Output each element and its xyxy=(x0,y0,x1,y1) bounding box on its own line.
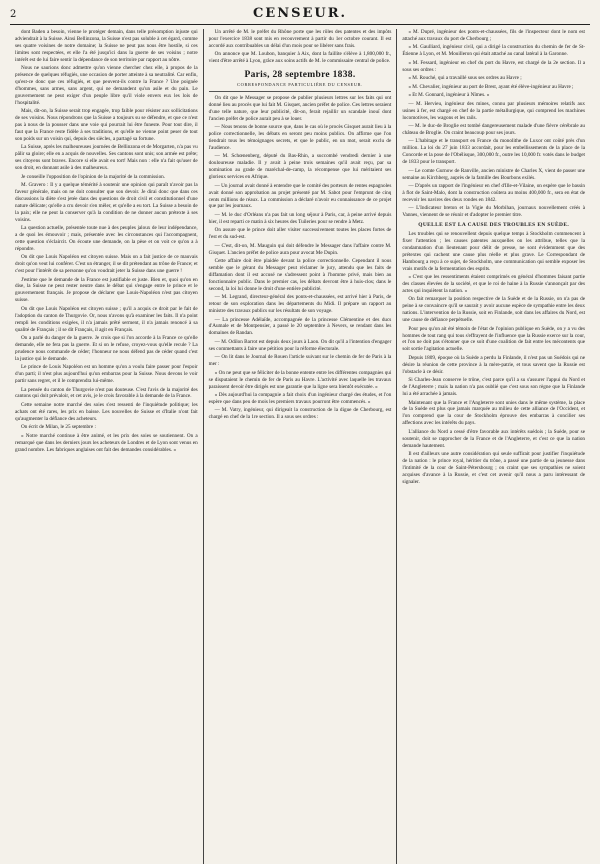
article-paragraph: « Dès aujourd'hui la compagnie a fait choix d'un ingénieur chargé des études, et l'on espère que dans peu de mois les premiers travaux pourront être commencés. » xyxy=(208,392,392,405)
article-paragraph: « M. Rouché, qui a travaillé sous ses ordres au Havre ; xyxy=(408,75,522,82)
article-paragraph: La pensée du canton de Thurgovie n'est pas douteuse. C'est l'avis de la majorité des cantons qui doit prévaloir, et cet avis, je le crois favorable à la demande de la France. xyxy=(15,386,198,400)
article-paragraph: Cette affaire doit être plaidée devant la police correctionnelle. Cependant il nous semble que le gérant du Messager peut réclamer le jury, attendu que les faits de diffamation dont il est accusé ne s'adressent point à l'homme privé, mais bien au fonctionnaire public. Dans le premier cas, les débats devront être à huis-clos; dans le second, la loi lui donne le droit d'une entière publicité. xyxy=(208,258,392,292)
article-paragraph: — M. Schœnenberg, député du Bas-Rhin, a succombé vendredi dernier à une douloureuse maladie. Il y avait à peine trois semaines qu'il avait reçu, par sa nomination au grade de maréchal-de-camp, la récompense que lui méritaient ses glorieux services en Afrique. xyxy=(208,153,392,181)
article-paragraph: Pour peu qu'on ait été témoin de l'état de l'opinion publique en Suède, on y a vu des hommes de tout rang qui tous s'effrayent de l'influence que la Russie exerce sur la cour, et l'on ne doit pas s'étonner que ce soit d'une coalition de fait entre les mécontents que soit sortie l'agitation actuelle. xyxy=(402,325,586,353)
article-paragraph: Nous ne saurions donc admettre qu'on vienne chercher chez elle, à propos de la présence de quelques réfugiés, une occasion de porter atteinte à sa neutralité. Car enfin, qu'est-ce donc que ces réfugiés, et que peuvent-ils contre la France ? Une poignée d'hommes, sans armes, sans argent, qui ne demandent qu'un asile et du pain. Le gouvernement ne peut exiger d'un peuple libre qu'il viole envers eux les lois de l'hospitalité. xyxy=(15,65,198,106)
columns xyxy=(10,29,590,864)
article-paragraph: — Nous tenons de bonne source que, dans le cas où le procès Gisquet aurait lieu à la police correctionnelle, les débats en seront peu moins publics. On affirme que l'on tiendrait tous les témoignages secrets, et que le public, en un mot, serait exclu de l'audience. xyxy=(208,124,392,151)
article-paragraph: — C'est, dit-on, M. Mauguin qui doit défendre le Messager dans l'affaire contre M. Gisquet. L'ancien préfet de police aura pour avocat Me Dupin. xyxy=(208,242,392,256)
article-paragraph: Si Charles-Jean conserve le trône, c'est parce qu'il a su s'assurer l'appui du Nord et de l'Angleterre ; mais la nation n'a pas oublié que c'est sous son règne que la Finlande lui a été arrachée à jamais. xyxy=(402,377,586,397)
article-paragraph: — M. Vatry, ingénieur, qui dirigeait la construction de la digue de Cherbourg, est chargé en chef de la 1re section. Il a sous ses ordres : xyxy=(208,407,392,421)
article-paragraph: — L'habitage et le transport en France du monolithe de Luxor ont coûté près d'un million. La loi du 27 juin 1833 accordait, pour les embellissements de la place de la Concorde et la pose de l'Obélisque, 300,000 fr., outre les 10,000 fr. votés dans le budget de 1833 pour le transport. xyxy=(402,138,586,166)
article-paragraph: On dit que Louis Napoléon est citoyen suisse. Mais on a fait justice de ce mauvais droit qu'on veut lui conférer. C'est un étranger, il se dit prétendant au trône de France; et c'est pour l'intérêt de sa personne qu'on voudrait jeter la Suisse dans une guerre ! xyxy=(15,254,198,275)
article-paragraph: « M. Gaulliard, ingénieur civil, qui a dirigé la construction du chemin de fer de St-Étienne à Lyon, et M. Mouilleron qui était attaché au canal latéral à la Garonne. xyxy=(402,44,586,58)
article-paragraph: dont Baden a besoin, vienne le protéger demain, dans telle présomption injuste qui adviendrait à la Suisse. Ainsi Bellinzona, la Suisse n'est pas soluble à cet égard, comme ses quatre voisines de notre domaine; la Suisse ne peut pas nous être hostile, si ces limites sont respectées, et elle l'a été jusqu'ici dans la guerre de ses voisins ; notre intérêt est de lui faire sentir la dépendance de son territoire par rapport au nôtre. xyxy=(15,29,198,63)
article-paragraph: Il est d'ailleurs une autre considération qui seule suffirait pour justifier l'inquiétude de la nation : le prince royal, héritier du trône, a passé une partie de sa jeunesse dans l'intimité de la cour de Saint-Pétersbourg ; on craint que ses sympathies ne soient acquises d'avance à la Russie, et c'est cet avenir qu'il nous a paru intéressant de signaler. xyxy=(402,451,586,485)
article-paragraph: — M. Legrand, directeur-général des ponts-et-chaussées, est arrivé hier à Paris, de retour de son exploration dans les départements du Midi. Il prépare un rapport au ministre des travaux publics sur les résultats de son voyage. xyxy=(208,294,392,315)
article-paragraph: On annonce que M. Loubon, banquier à Aix, dont la faillite s'élève à 1,800,000 fr., vient d'être arrêté à Lyon, grâce aux soins actifs de M. le commissaire central de police. xyxy=(208,51,392,65)
article-paragraph: « Et M. Gonnard, ingénieur à Nîmes. » xyxy=(408,92,490,99)
article-paragraph: — M. Odilon Barrot est depuis deux jours à Laon. On dit qu'il a l'intention d'engager ses commettants à faire une pétition pour la réforme électorale. xyxy=(208,338,392,352)
article-paragraph: M. Gravero : Il y a quelque témérité à soutenir une opinion qui paraît n'avoir pas la faveur générale, mais on ne doit consulter que son devoir. Je dirai donc que dans ces discussions la diète s'est jetée dans des questions de droit civil et constitutionnel d'une nature délicate; qu'elle a cru devoir s'en mêler, et qu'elle a eu tort. La Suisse a besoin de la paix; elle ne peut la conserver qu'à la condition de ne donner aucun prétexte à ses voisins. xyxy=(15,182,198,223)
article-paragraph: « M. Dupré, ingénieur des ponts-et-chaussées, fils de l'inspecteur dont le nom est attaché aux travaux du port de Cherbourg ; xyxy=(402,29,586,42)
article-paragraph: — Un journal avait donné à entendre que le comité des porteurs de rentes espagnoles avait donné son approbation au projet présenté par M. Sabot pour l'emprunt de cinq cents millions de réaux. La commission a déclaré n'avoir eu connaissance de ce projet que par les journaux. xyxy=(208,182,392,210)
article-paragraph: La question actuelle, présentée toute nue à des peuples jaloux de leur indépendance, a de quoi les émouvoir ; mais, présentée avec les circonstances qui l'accompagnent, cette question s'éclaircit. On écoute une demande, on la pèse et on voit ce qu'on a à répondre. xyxy=(15,225,198,252)
article-paragraph: L'alliance du Nord a cessé d'être favorable aux intérêts suédois ; la Suède, pour se soutenir, doit se rapprocher de la France et de l'Angleterre, et c'est ce que la nation demande hautement. xyxy=(402,428,586,449)
article-paragraph: — D'après un rapport de l'ingénieur en chef d'Ille-et-Vilaine, on espère que le bassin à flot de Saint-Malo, dont la construction coûtera au moins 400,000 fr., sera en état de recevoir les navires des deux rondes en 1842. xyxy=(402,183,586,203)
article-paragraph: « On ne peut que se féliciter de la bonne entente entre les différentes compagnies qui se disputaient le chemin de fer de Paris au Havre. L'activité avec laquelle les travaux paraissent devoir être dirigés est une garantie que la ligne sera bientôt exécutée. » xyxy=(208,369,392,390)
section-heading: QUELLE EST LA CAUSE DES TROUBLES EN SUÈDE. xyxy=(418,222,570,229)
article-paragraph: « Notre marché continue à être animé, et les prix des soies se soutiennent. On a remarqué que dans les derniers jours les acheteurs de Londres et de Lyon sont venus en grand nombre. Les fabriques anglaises ont fait des demandes considérables. » xyxy=(15,432,198,453)
article-paragraph: On assure que le prince doit aller visiter successivement toutes les places fortes de l'est et du sud-est. xyxy=(208,227,392,241)
article-paragraph: J'estime que le demande de la France est justifiable et juste. Bien et, quoi qu'on en dise, la Suisse ne peut rester neutre dans le débat qui s'engage entre le prince et le gouvernement français. Je propose de déclarer que Louis-Napoléon n'est pas citoyen suisse. xyxy=(15,276,198,304)
column-3 xyxy=(396,29,590,864)
article-paragraph: On écrit de Milan, le 25 septembre : xyxy=(21,424,96,431)
page-number: 2 xyxy=(10,9,17,20)
article-paragraph: « M. Fessard, ingénieur en chef du port du Havre, est chargé de la 2e section. Il a sous ses ordres : xyxy=(402,59,586,73)
article-paragraph: — M. le duc-de Broglie est tombé dangereusement malade d'une fièvre cérébrale au château de Broglie. On craint beaucoup pour ses jours. xyxy=(402,123,586,136)
article-paragraph: — On lit dans le Journal de Rouen l'article suivant sur le chemin de fer de Paris à la mer : xyxy=(208,354,392,368)
article-paragraph: Cette semaine notre marché des soies s'est ressenti de l'inquiétude politique; les achats ont été rares, les prix en baisse. Les nouvelles de Suisse et d'Italie n'ont fait qu'augmenter la défiance des acheteurs. xyxy=(15,401,198,422)
article-paragraph: Je conseille l'opposition de l'opinion de la majorité de la commission. xyxy=(21,173,166,180)
article-paragraph: — La princesse Adélaïde, accompagnée de la princesse Clémentine et des ducs d'Aumale et de Montpensier, a passé le 20 septembre à Nevers, se rendant dans les domaines de Randan. xyxy=(208,316,392,337)
article-paragraph: « C'est que les ressentiments étaient comprimés en général d'hommes faisant partie des classes élevées de la société, et que le roi de haine à la Russie s'annonçait par des actes qui inquiètent la nation. » xyxy=(402,274,586,294)
article-paragraph: Les troubles qui se renouvellent depuis quelque temps à Stockholm commencent à fixer l'attention ; les causes patentes auxquelles on les attribue, telles que la condamnation d'un lieutenant pour délit de presse, ne sont évidemment que des prétextes qui cachent une cause plus réelle et plus grave. Le Correspondant de Hambourg a reçu à ce sujet, de Stockholm, une communication qui semble exposer les vrais motifs de la fermentation des esprits. xyxy=(402,231,586,272)
article-paragraph: — L'Indicateur breton et la Vigie du Morbihan, journaux nouvellement créés à Vannes, viennent de se réunir et d'adopter le premier titre. xyxy=(402,205,586,219)
article-paragraph: Maintenant que la France et l'Angleterre sont unies dans le même système, la place de la Suède est plus que jamais marquée au milieu de cette alliance de l'Occident, et l'on comprend que la cour de Stockholm éprouve des embarras à concilier ses affections avec les intérêts du pays. xyxy=(402,399,586,427)
article-paragraph: Le prince de Louis Napoléon est un homme qu'on a voulu faire passer pour l'espoir d'un parti; il n'est plus aujourd'hui qu'un embarras pour la Suisse. Nous devons le voir partir sans regret, et il le comprendra lui-même. xyxy=(15,364,198,385)
column-1 xyxy=(10,29,203,864)
article-paragraph: La Suisse, après les malheureuses journées de Bellinzona et de Morgarten, n'a pas vu pâlir sa gloire; elle en a acquis de nouvelles. Ses cantons sont unis; son armée est prête; ses citoyens sont braves. Encore si elle avait eu tort! Mais non : elle n'a fait qu'user de son droit, en donnant asile à des malheureux. xyxy=(15,144,198,171)
correspondence-subheading: CORRESPONDANCE PARTICULIÈRE DU CENSEUR. xyxy=(209,82,392,92)
dateline-heading: Paris, 28 septembre 1838. xyxy=(244,70,356,81)
article-paragraph: — Le comte Gurnow de Ranville, ancien ministre de Charles X, vient de passer une semaine au Kirchberg, auprès de la famille des Bourbons exilés. xyxy=(402,167,586,181)
article-paragraph: — M. Hervieu, ingénieur des mines, connu par plusieurs mémoires relatifs aux usines à fer, est chargé en chef de la partie métallurgique, qui comprend les machines locomotives, les wagons et les rails. xyxy=(402,100,586,121)
article-paragraph: Depuis 1809, époque où la Suède a perdu la Finlande, il n'est pas un Suédois qui ne désire la réunion de cette province à la mère-patrie, et tous savent que la Russie est l'obstacle à ce désir. xyxy=(402,354,586,375)
article-paragraph: Un arrêté de M. le préfet du Rhône porte que les rôles des patentes et des impôts pour l'exercice 1838 sont mis en recouvrement à partir du 1er octobre courant. Il est accordé aux contribuables un délai d'un mois pour se libérer sans frais. xyxy=(208,29,392,49)
article-paragraph: On dit que le Messager se propose de publier plusieurs lettres sur les faits qui ont donné lieu au procès que lui fait M. Gisquet, ancien préfet de police. Ces lettres seraient d'une telle nature, que leur publicité, dit-on, ferait rejaillir un scandale inouï dont l'ancien préfet de police aurait peu à se louer. xyxy=(208,95,392,122)
article-paragraph: On dit que Louis Napoléon est citoyen suisse ; qu'il a acquis ce droit par le fait de l'adoption du canton de Thurgovie. Or, nous n'avons qu'à examiner les faits. Il n'a point rempli les conditions exigées, il n'a jamais prêté serment, il n'a jamais renoncé à sa qualité de Français ; il se dit Français, il agit en Français. xyxy=(15,305,198,333)
article-paragraph: On a parlé du danger de la guerre. Je crois que si l'on accorde à la France ce qu'elle demande, elle ne fera pas la guerre. Et si on le refuse, croyez-vous qu'elle recule ? La prudence nous commande de céder; l'honneur ne nous défend pas de céder quand c'est la justice qui le demande. xyxy=(15,335,198,362)
article-paragraph: On fait remarquer la position respective de la Suède et de la Russie, on n'a pas de peine à se convaincre qu'il se saurait y avoir aucune espèce de sympathie entre les deux nations. L'intervention de la Russie, soit en Finlande, soit dans les affaires du Nord, est une cause de défiance perpétuelle. xyxy=(402,296,586,324)
article-paragraph: — M. le duc d'Orléans n'a pas fait un long séjour à Paris, car, à peine arrivé depuis hier, il est reparti ce matin à six heures des Tuileries pour se rendre à Metz. xyxy=(208,211,392,225)
newspaper-title: CENSEUR. xyxy=(252,6,348,21)
article-paragraph: « M. Chevalier, ingénieur au port de Brest, ayant été élève-ingénieur au Havre ; xyxy=(408,83,574,90)
masthead xyxy=(10,6,590,25)
article-paragraph: Mais, dit-on, la Suisse serait trop engagée, trop faible pour résister aux sollicitations de ses voisins. Nous répondrons que la Suisse a toujours su se défendre, et que ce n'est pas à nous de la pousser dans une voie qui pourrait lui être funeste. Pour tout dire, il faut que la France reste fidèle à ses traditions, et qu'elle ne vienne point peser de tout son poids sur un voisin qui, depuis des siècles, a partagé sa fortune. xyxy=(15,108,198,142)
column-2 xyxy=(203,29,397,864)
